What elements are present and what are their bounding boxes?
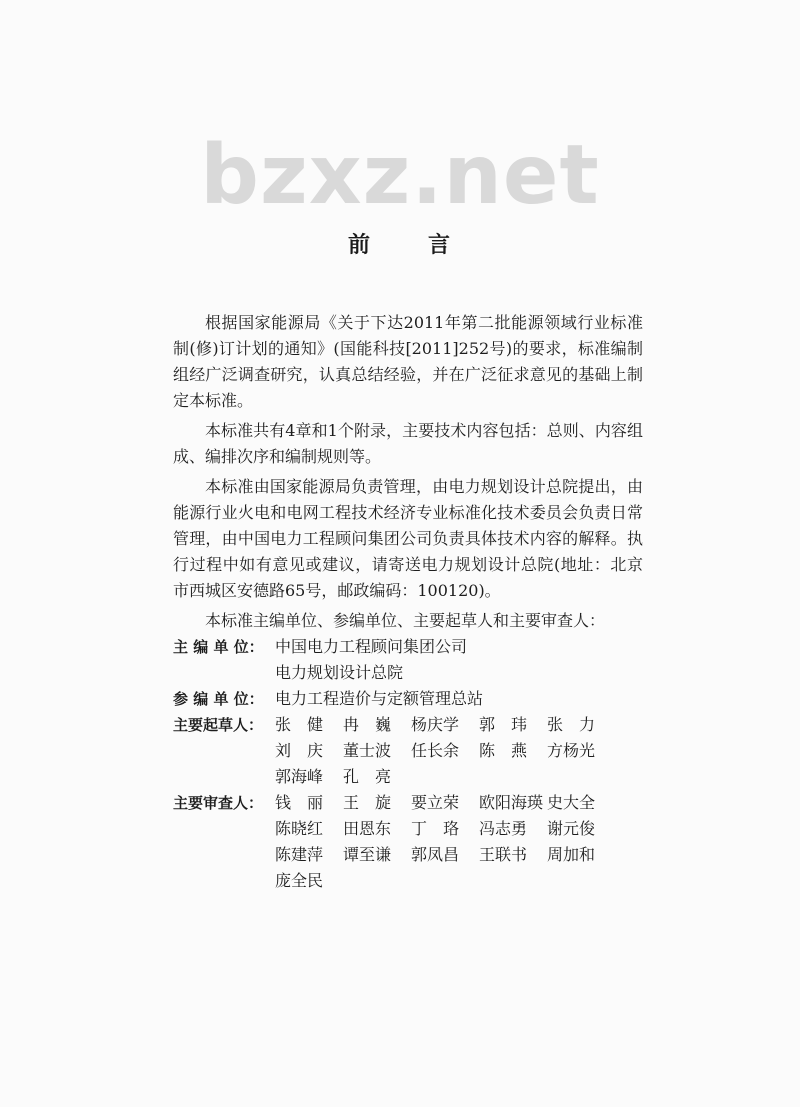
person-name: 张 力 bbox=[547, 715, 596, 734]
person-name: 张 健 bbox=[275, 715, 324, 734]
person-name: 郭凤昌 bbox=[411, 845, 460, 864]
credits-intro: 本标准主编单位、参编单位、主要起草人和主要审查人： bbox=[205, 611, 606, 630]
chief-unit: 中国电力工程顾问集团公司 bbox=[275, 637, 468, 656]
person-name: 郭 玮 bbox=[479, 715, 528, 734]
chief-units-row bbox=[173, 634, 643, 686]
person-name: 王 旋 bbox=[343, 793, 392, 812]
title-char-1: 前 bbox=[347, 233, 372, 258]
person-name: 钱 丽 bbox=[275, 793, 324, 812]
person-name: 董士波 bbox=[343, 741, 392, 760]
drafters-row bbox=[173, 712, 643, 790]
person-name: 周加和 bbox=[547, 845, 596, 864]
person-name: 丁 珞 bbox=[411, 819, 460, 838]
watermark: bzxz.net bbox=[200, 128, 600, 223]
partner-units-label: 参 编 单 位： bbox=[173, 690, 264, 708]
paragraph: 根据国家能源局《关于下达2011年第二批能源领域行业标准制(修)订计划的通知》(国能科技[2011]252号)的要求，标准编制组经广泛调查研究，认真总结经验，并在广泛征求意见的基础上制定本标准。 bbox=[173, 313, 643, 410]
person-name: 任长余 bbox=[411, 741, 460, 760]
person-name: 庞全民 bbox=[275, 871, 324, 890]
person-name: 田恩东 bbox=[343, 819, 392, 838]
drafters-label: 主要起草人： bbox=[173, 716, 264, 734]
paragraph: 本标准共有4章和1个附录，主要技术内容包括：总则、内容组成、编排次序和编制规则等。 bbox=[173, 421, 643, 466]
person-name: 方杨光 bbox=[547, 741, 596, 760]
person-name: 王联书 bbox=[479, 845, 528, 864]
chief-units-label: 主 编 单 位： bbox=[173, 638, 264, 656]
person-name: 刘 庆 bbox=[275, 741, 324, 760]
reviewers-label: 主要审查人： bbox=[173, 794, 264, 812]
person-name: 杨庆学 bbox=[411, 715, 460, 734]
person-name: 陈 燕 bbox=[479, 741, 528, 760]
person-name: 冉 巍 bbox=[343, 715, 392, 734]
person-name: 谭至谦 bbox=[343, 845, 392, 864]
person-name: 要立荣 bbox=[411, 793, 460, 812]
partner-unit: 电力工程造价与定额管理总站 bbox=[275, 689, 484, 708]
chief-unit: 电力规划设计总院 bbox=[275, 663, 404, 682]
foreword-body bbox=[173, 310, 643, 894]
person-name: 陈建萍 bbox=[275, 845, 324, 864]
person-name: 郭海峰 bbox=[275, 767, 324, 786]
person-name: 陈晓红 bbox=[275, 819, 324, 838]
person-name: 冯志勇 bbox=[479, 819, 528, 838]
partner-units-row bbox=[173, 686, 643, 712]
person-name: 史大全 bbox=[547, 793, 596, 812]
reviewers-list bbox=[275, 790, 643, 894]
person-name: 孔 亮 bbox=[343, 767, 392, 786]
drafters-list bbox=[275, 712, 643, 790]
person-name: 欧阳海瑛 bbox=[479, 793, 544, 812]
paragraph: 本标准由国家能源局负责管理，由电力规划设计总院提出，由能源行业火电和电网工程技术经济专业标准化技术委员会负责日常管理，由中国电力工程顾问集团公司负责具体技术内容的解释。执行过程中如有意见或建议，请寄送电力规划设计总院(地址：北京市西城区安德路65号，邮政编码：100120)。 bbox=[173, 477, 643, 600]
title-char-2: 言 bbox=[428, 233, 453, 258]
person-name: 谢元俊 bbox=[547, 819, 596, 838]
reviewers-row bbox=[173, 790, 643, 894]
page-title bbox=[0, 228, 800, 259]
